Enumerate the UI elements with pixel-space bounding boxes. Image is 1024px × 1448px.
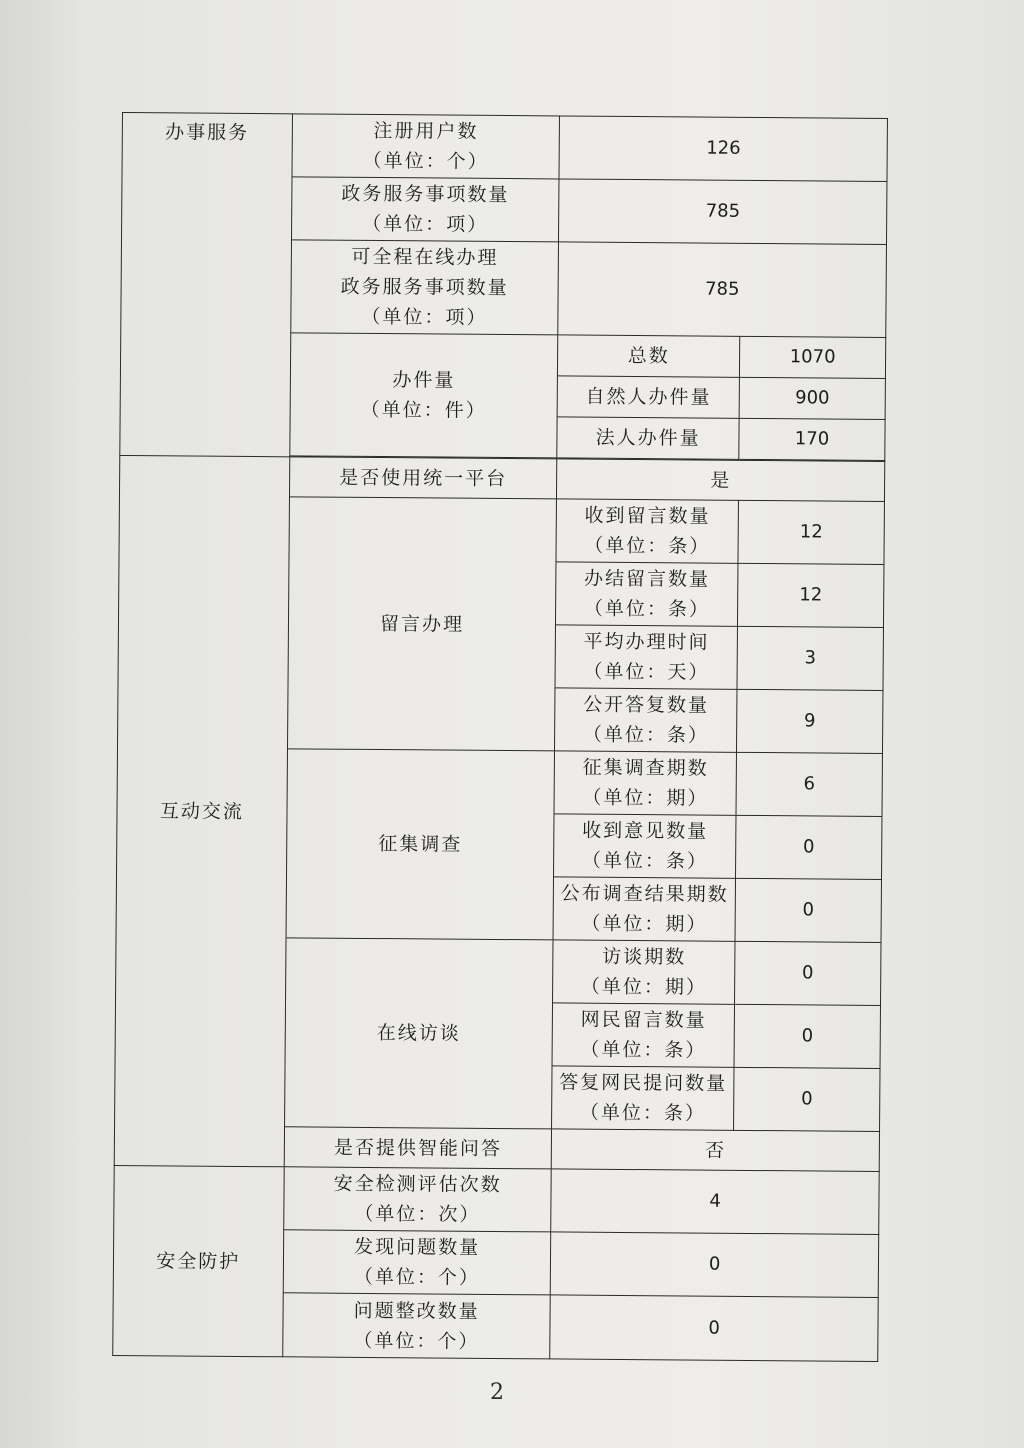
cases-label: 办件量 （单位：件） [290,333,559,458]
issues-found-label: 发现问题数量 （单位：个） [283,1230,551,1295]
smart-qa-value: 否 [552,1129,880,1172]
gov-items-label: 政务服务事项数量 （单位：项） [291,177,559,242]
section-service: 办事服务 [120,113,292,457]
cases-natural-label: 自然人办件量 [557,376,739,418]
survey-results-value: 0 [735,878,881,942]
survey-opinions-label: 收到意见数量 （单位：条） [554,814,736,878]
cases-total-value: 1070 [740,336,886,378]
msg-received-value: 12 [738,500,884,564]
table-row [114,1165,879,1234]
cases-legal-value: 170 [739,418,885,460]
stats-table [112,112,888,1362]
msg-closed-label: 办结留言数量 （单位：条） [556,562,738,626]
online-items-value: 785 [558,242,886,338]
interview-questions-label: 网民留言数量 （单位：条） [552,1003,734,1067]
unified-platform-value: 是 [557,459,885,502]
msg-public-value: 9 [737,689,883,753]
msg-closed-value: 12 [738,563,884,627]
sec-checks-value: 4 [551,1169,879,1235]
section-security: 安全防护 [113,1165,284,1356]
msg-received-label: 收到留言数量 （单位：条） [556,499,738,563]
interview-answers-value: 0 [734,1067,880,1131]
reg-users-value: 126 [559,116,887,182]
survey-periods-label: 征集调查期数 （单位：期） [554,751,736,815]
cases-total-label: 总数 [558,335,740,377]
interview-periods-value: 0 [735,941,881,1005]
interview-group: 在线访谈 [284,938,553,1129]
issues-found-value: 0 [551,1232,879,1298]
sec-checks-label: 安全检测评估次数 （单位：次） [283,1167,551,1232]
smart-qa-label: 是否提供智能问答 [284,1127,552,1169]
section-interaction: 互动交流 [114,455,289,1166]
msg-avg-value: 3 [737,626,883,690]
interview-questions-value: 0 [734,1004,880,1068]
table-row [119,455,884,501]
online-items-label: 可全程在线办理 政务服务事项数量 （单位：项） [291,240,559,335]
survey-opinions-value: 0 [736,815,882,879]
issues-fixed-value: 0 [550,1295,878,1362]
table-row [122,113,887,182]
unified-platform-label: 是否使用统一平台 [289,457,557,499]
survey-periods-value: 6 [736,752,882,816]
survey-group: 征集调查 [286,749,555,940]
cases-natural-value: 900 [739,377,885,419]
interview-answers-label: 答复网民提问数量 （单位：条） [552,1066,734,1130]
survey-results-label: 公布调查结果期数 （单位：期） [553,877,735,941]
page-number: 2 [490,1380,504,1405]
msg-public-label: 公开答复数量 （单位：条） [555,688,737,752]
gov-items-value: 785 [559,179,887,245]
msg-avg-label: 平均办理时间 （单位：天） [555,625,737,689]
cases-legal-label: 法人办件量 [557,417,739,459]
interview-periods-label: 访谈期数 （单位：期） [553,940,735,1004]
messages-group: 留言办理 [287,497,557,751]
reg-users-label: 注册用户数 （单位：个） [292,114,560,179]
issues-fixed-label: 问题整改数量 （单位：个） [282,1293,550,1359]
